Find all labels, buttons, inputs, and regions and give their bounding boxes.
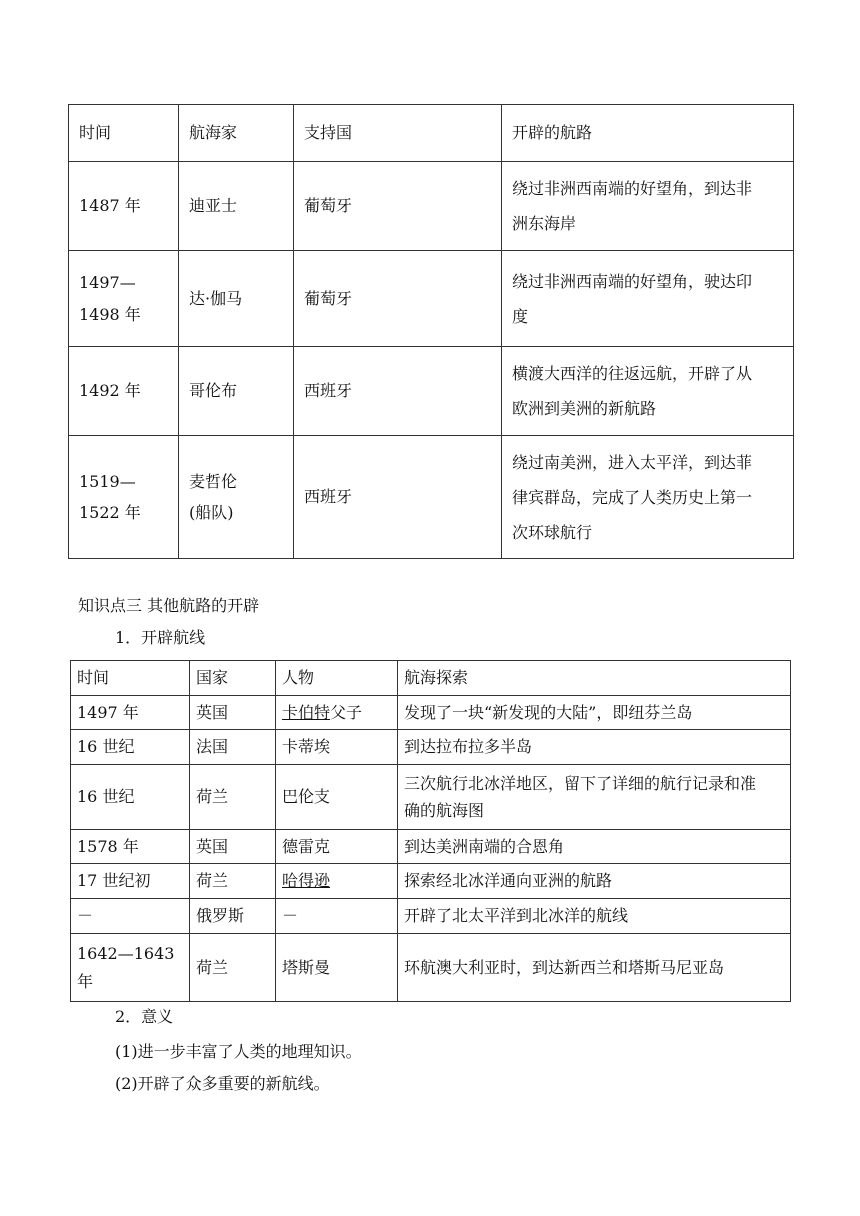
route-cell	[502, 162, 794, 251]
explore-cell	[398, 899, 791, 934]
route-text: 横渡大西洋的往返远航，开辟了从	[512, 364, 753, 383]
voyages-table	[68, 104, 794, 559]
country-cell: 西班牙	[294, 436, 502, 559]
explore-cell	[398, 934, 791, 1002]
table-row	[71, 864, 791, 899]
time-text: 1522 年	[79, 503, 141, 522]
person-suffix: 父子	[330, 702, 363, 722]
table-row	[71, 730, 791, 765]
country-cell: 西班牙	[294, 347, 502, 436]
route-cell	[502, 347, 794, 436]
explore-cell	[398, 864, 791, 899]
explore-cell	[398, 730, 791, 765]
navigator-text: 达·伽马	[189, 288, 243, 308]
navigator-cell	[179, 251, 294, 347]
route-text: 绕过南美洲，进入太平洋，到达菲	[512, 452, 753, 472]
person-cell	[276, 830, 398, 864]
person-cell	[276, 765, 398, 830]
time-text: 1497 年	[77, 702, 139, 722]
person-name: 德雷克	[282, 836, 331, 856]
navigator-cell	[179, 162, 294, 251]
route-cell	[502, 251, 794, 347]
navigator-text: 哥伦布	[189, 381, 238, 401]
significance-point-2: (2)开辟了众多重要的新航线。	[115, 1074, 330, 1093]
explore-text: 确的航海图	[404, 801, 485, 820]
time-cell	[71, 899, 190, 934]
person-name: 哈得逊	[282, 871, 331, 891]
country-cell: 葡萄牙	[294, 162, 502, 251]
time-text: 17 世纪初	[77, 871, 151, 891]
country-cell: 法国	[190, 730, 276, 765]
time-cell	[71, 864, 190, 899]
time-text: 年	[77, 971, 94, 991]
table-row	[71, 696, 791, 730]
time-cell	[69, 436, 179, 559]
person-name: 卡蒂埃	[282, 737, 331, 757]
time-cell	[69, 347, 179, 436]
country-cell: 荷兰	[190, 934, 276, 1002]
explore-text: 三次航行北冰洋地区，留下了详细的航行记录和准	[404, 773, 757, 793]
person-name: －	[282, 906, 299, 926]
navigator-text: 迪亚士	[189, 196, 238, 216]
person-cell	[276, 864, 398, 899]
explore-text: 到达拉布拉多半岛	[404, 737, 533, 757]
time-text: 1519—	[79, 471, 136, 491]
header-cell: 国家	[190, 661, 276, 696]
route-text: 律宾群岛，完成了人类历史上第一	[512, 487, 753, 507]
person-name: 塔斯曼	[282, 957, 331, 977]
country-cell: 俄罗斯	[190, 899, 276, 934]
route-text: 欧洲到美洲的新航路	[512, 399, 657, 418]
time-text: 1578 年	[77, 836, 139, 856]
route-text: 绕过非洲西南端的好望角，驶达印	[512, 271, 753, 291]
country-cell: 葡萄牙	[294, 251, 502, 347]
person-cell	[276, 899, 398, 934]
time-cell	[71, 696, 190, 730]
explore-text: 到达美洲南端的合恩角	[404, 836, 565, 856]
navigator-text: (船队)	[189, 503, 234, 522]
time-text: 16 世纪	[77, 787, 135, 807]
time-text: 1492 年	[79, 381, 141, 401]
table-row	[71, 899, 791, 934]
time-text: －	[77, 906, 94, 926]
table-row	[69, 347, 794, 436]
explore-text: 开辟了北太平洋到北冰洋的航线	[404, 906, 629, 926]
time-cell	[71, 830, 190, 864]
explore-text: 环航澳大利亚时，到达新西兰和塔斯马尼亚岛	[404, 957, 725, 977]
table-row	[71, 830, 791, 864]
time-text: 1487 年	[79, 196, 141, 216]
header-cell: 人物	[276, 661, 398, 696]
route-text: 洲东海岸	[512, 214, 577, 233]
explore-cell	[398, 696, 791, 730]
person-cell	[276, 730, 398, 765]
time-cell	[71, 730, 190, 765]
time-text: 1642—1643	[77, 944, 175, 964]
header-cell: 支持国	[294, 105, 502, 162]
other-routes-table	[70, 660, 791, 1002]
significance-point-1: (1)进一步丰富了人类的地理知识。	[115, 1042, 362, 1061]
explore-text: 发现了一块“新发现的大陆”，即纽芬兰岛	[404, 702, 693, 722]
person-cell	[276, 934, 398, 1002]
time-cell	[71, 934, 190, 1002]
time-cell	[69, 251, 179, 347]
header-cell: 时间	[71, 661, 190, 696]
country-cell: 英国	[190, 830, 276, 864]
country-cell: 荷兰	[190, 765, 276, 830]
table-header-row	[71, 661, 791, 696]
person-cell	[276, 696, 398, 730]
table-header-row	[69, 105, 794, 162]
time-cell	[71, 765, 190, 830]
route-text: 度	[512, 306, 529, 326]
explore-cell	[398, 830, 791, 864]
person-name: 卡伯特	[282, 702, 331, 722]
subheading-routes: 1．开辟航线	[115, 628, 206, 647]
explore-text: 探索经北冰洋通向亚洲的航路	[404, 871, 613, 891]
time-text: 1497—	[79, 273, 136, 293]
subheading-significance: 2．意义	[115, 1007, 174, 1026]
header-cell: 开辟的航路	[502, 105, 794, 162]
time-text: 16 世纪	[77, 737, 135, 757]
navigator-text: 麦哲伦	[189, 471, 238, 491]
explore-cell	[398, 765, 791, 830]
table-row	[69, 162, 794, 251]
section-title: 知识点三 其他航路的开辟	[78, 596, 260, 615]
header-cell: 航海家	[179, 105, 294, 162]
table-row	[71, 765, 791, 830]
time-cell	[69, 162, 179, 251]
table-row	[71, 934, 791, 1002]
time-text: 1498 年	[79, 304, 141, 324]
navigator-cell	[179, 436, 294, 559]
table-row	[69, 436, 794, 559]
route-text: 绕过非洲西南端的好望角，到达非	[512, 179, 753, 198]
navigator-cell	[179, 347, 294, 436]
country-cell: 英国	[190, 696, 276, 730]
country-cell: 荷兰	[190, 864, 276, 899]
route-text: 次环球航行	[512, 522, 593, 542]
table-row	[69, 251, 794, 347]
person-name: 巴伦支	[282, 787, 331, 807]
header-cell: 航海探索	[398, 661, 791, 696]
route-cell	[502, 436, 794, 559]
header-cell: 时间	[69, 105, 179, 162]
